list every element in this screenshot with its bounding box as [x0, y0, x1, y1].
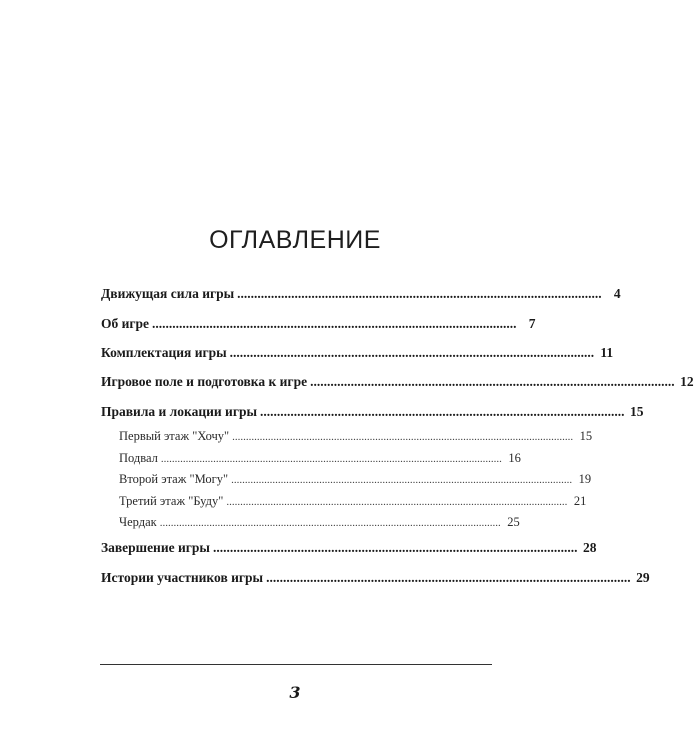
- dot-leader: ............................................................................................................: [310, 374, 675, 389]
- toc-entry-page: 19: [578, 472, 592, 486]
- toc-entry[interactable]: [101, 374, 694, 390]
- toc-entry-label: Чердак: [119, 515, 157, 529]
- toc-entry-label: Подвал: [119, 451, 158, 465]
- dot-leader: ............................................................................................................: [152, 316, 517, 331]
- toc-entry-page: 4: [613, 286, 621, 301]
- dot-leader: ............................................................................................................................: [159, 517, 501, 529]
- dot-leader: ............................................................................................................................: [231, 474, 573, 486]
- toc-entry-page: 15: [579, 429, 593, 443]
- toc-entry-label: Истории участников игры: [101, 570, 264, 585]
- toc-entry-page: 28: [582, 540, 597, 555]
- toc-entry-page: 12: [680, 374, 694, 389]
- toc-subentry[interactable]: [119, 472, 592, 487]
- toc-subentry[interactable]: [119, 451, 521, 466]
- toc-subentry[interactable]: [119, 515, 520, 530]
- page-title: ОГЛАВЛЕНИЕ: [209, 226, 381, 254]
- toc-entry[interactable]: [101, 345, 614, 361]
- toc-entry-page: 15: [630, 404, 644, 419]
- toc-entry-page: 16: [508, 451, 521, 465]
- dot-leader: ............................................................................................................................: [232, 431, 574, 443]
- dot-leader: ............................................................................................................................: [160, 453, 502, 465]
- toc-entry-label: Игровое поле и подготовка к игре: [101, 374, 308, 389]
- toc-entry-page: 25: [507, 515, 520, 529]
- toc-entry-page: 7: [528, 316, 536, 331]
- toc-entry[interactable]: [101, 286, 621, 302]
- dot-leader: ............................................................................................................................: [226, 496, 568, 508]
- toc-entry[interactable]: [101, 570, 650, 586]
- toc-entry[interactable]: [101, 540, 597, 556]
- toc-entry-label: Комплектация игры: [101, 345, 227, 360]
- toc-subentry[interactable]: [119, 494, 587, 509]
- dot-leader: ............................................................................................................: [237, 286, 602, 301]
- toc-entry-label: Движущая сила игры: [101, 286, 235, 301]
- toc-entry-page: 11: [600, 345, 614, 360]
- toc-entry[interactable]: [101, 404, 644, 420]
- toc-entry-page: 21: [573, 494, 587, 508]
- dot-leader: ............................................................................................................: [212, 540, 578, 555]
- toc-entry-label: Об игре: [101, 316, 150, 331]
- dot-leader: ............................................................................................................: [260, 404, 625, 419]
- toc-entry-page: 29: [636, 570, 650, 585]
- dot-leader: ............................................................................................................: [266, 570, 631, 585]
- toc-entry-label: Второй этаж "Могу": [119, 472, 229, 486]
- toc-subentry[interactable]: [119, 429, 593, 444]
- footer-rule: [100, 664, 492, 665]
- toc-entry-label: Третий этаж "Буду": [119, 494, 224, 508]
- toc-entry-label: Правила и локации игры: [101, 404, 257, 419]
- dot-leader: ............................................................................................................: [229, 345, 595, 360]
- toc-entry-label: Первый этаж "Хочу": [119, 429, 230, 443]
- toc-entry[interactable]: [101, 316, 536, 332]
- page-number: 3: [289, 683, 301, 702]
- toc-entry-label: Завершение игры: [101, 540, 210, 555]
